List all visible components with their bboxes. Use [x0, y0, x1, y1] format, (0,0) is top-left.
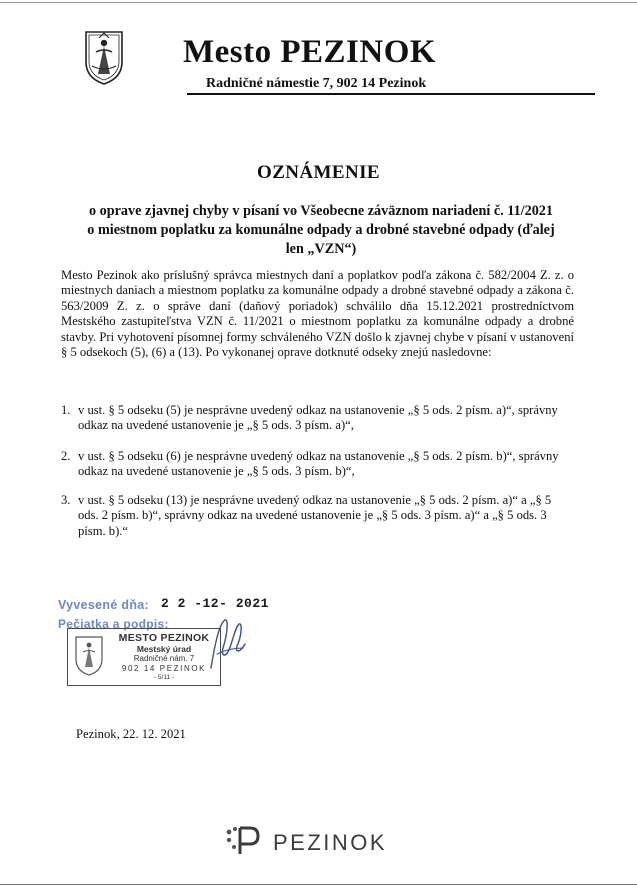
stamp-line: MESTO PEZINOK: [118, 632, 210, 644]
signature-icon: [205, 614, 251, 676]
office-stamp: [67, 628, 221, 686]
header-divider: [187, 93, 595, 95]
subtitle-line: o miestnom poplatku za komunálne odpady a drobné stavebné odpady (ďalej: [87, 222, 555, 238]
city-address: Radničné námestie 7, 902 14 Pezinok: [206, 76, 427, 91]
footer-brand: PEZINOK: [273, 830, 388, 855]
seal-label: Pečiatka a podpis:: [58, 617, 169, 631]
item-text: v ust. § 5 odseku (6) je nesprávne uvedený odkaz na ustanovenie „§ 5 ods. 2 písm. b)“, správny odkaz na uvedené ustanovenie je „§ 5 ods. 3 písm. b)“,: [78, 449, 559, 479]
city-title: Mesto PEZINOK: [183, 34, 437, 70]
posted-date: 2 2 -12- 2021: [161, 596, 269, 611]
stamp-line: 902 14 PEZINOK: [121, 664, 207, 673]
top-edge-line: [0, 2, 637, 3]
item-text: v ust. § 5 odseku (13) je nesprávne uvedený odkaz na ustanovenie „§ 5 ods. 2 písm. a)“ a „§ 5 ods. 2 písm. b)“, správny odkaz na uvedené ustanovenie je „§ 5 ods. 3 písm. a)“ a „§ 5 ods. 3 písm. b).“: [78, 493, 552, 538]
document-heading: OZNÁMENIE: [257, 162, 380, 183]
item-number: 2.: [61, 449, 71, 463]
place-date: Pezinok, 22. 12. 2021: [76, 727, 186, 741]
bottom-edge-line: [0, 884, 637, 885]
stamp-text: [112, 632, 216, 682]
stamp-line: Mestský úrad: [136, 644, 192, 654]
item-number: 3.: [61, 493, 71, 507]
intro-paragraph: Mesto Pezinok ako príslušný správca miestnych daní a poplatkov podľa zákona č. 582/2004 Z. z. o miestnych daniach a miestnom poplatku za komunálne odpady a drobné stavebné odpady a zákona č. 563/2009 Z. z. o správe daní (daňový poriadok) schválilo dňa 15.12.2021 prostredníctvom Mestského zastupiteľstva VZN č. 11/2021 o miestnom poplatku za komunálne odpady a drobné stavby. Pri vyhotovení písomnej formy schváleného VZN došlo k zjavnej chybe v písaní v ustanovení § 5 odsekoch (5), (6) a (13). Po vykonanej oprave dotknuté odseky znejú nasledovne:: [61, 268, 574, 360]
coat-of-arms-icon: [82, 28, 126, 86]
stamp-line: Radničné nám. 7: [133, 654, 195, 663]
item-text: v ust. § 5 odseku (5) je nesprávne uvedený odkaz na ustanovenie „§ 5 ods. 2 písm. a)“, správny odkaz na uvedené ustanovenie je „§ 5 ods. 3 písm. a)“,: [78, 403, 558, 433]
subtitle-line: len „VZN“): [285, 241, 357, 257]
stamp-line: - 5/11 -: [153, 674, 175, 681]
coat-of-arms-icon: [74, 635, 104, 677]
document-subtitle: [60, 202, 582, 259]
item-number: 1.: [61, 403, 71, 417]
pezinok-logo-icon: [224, 826, 264, 856]
subtitle-line: o oprave zjavnej chyby v písaní vo Všeobecne záväznom nariadení č. 11/2021: [89, 203, 553, 219]
posted-label: Vyvesené dňa:: [58, 598, 149, 612]
